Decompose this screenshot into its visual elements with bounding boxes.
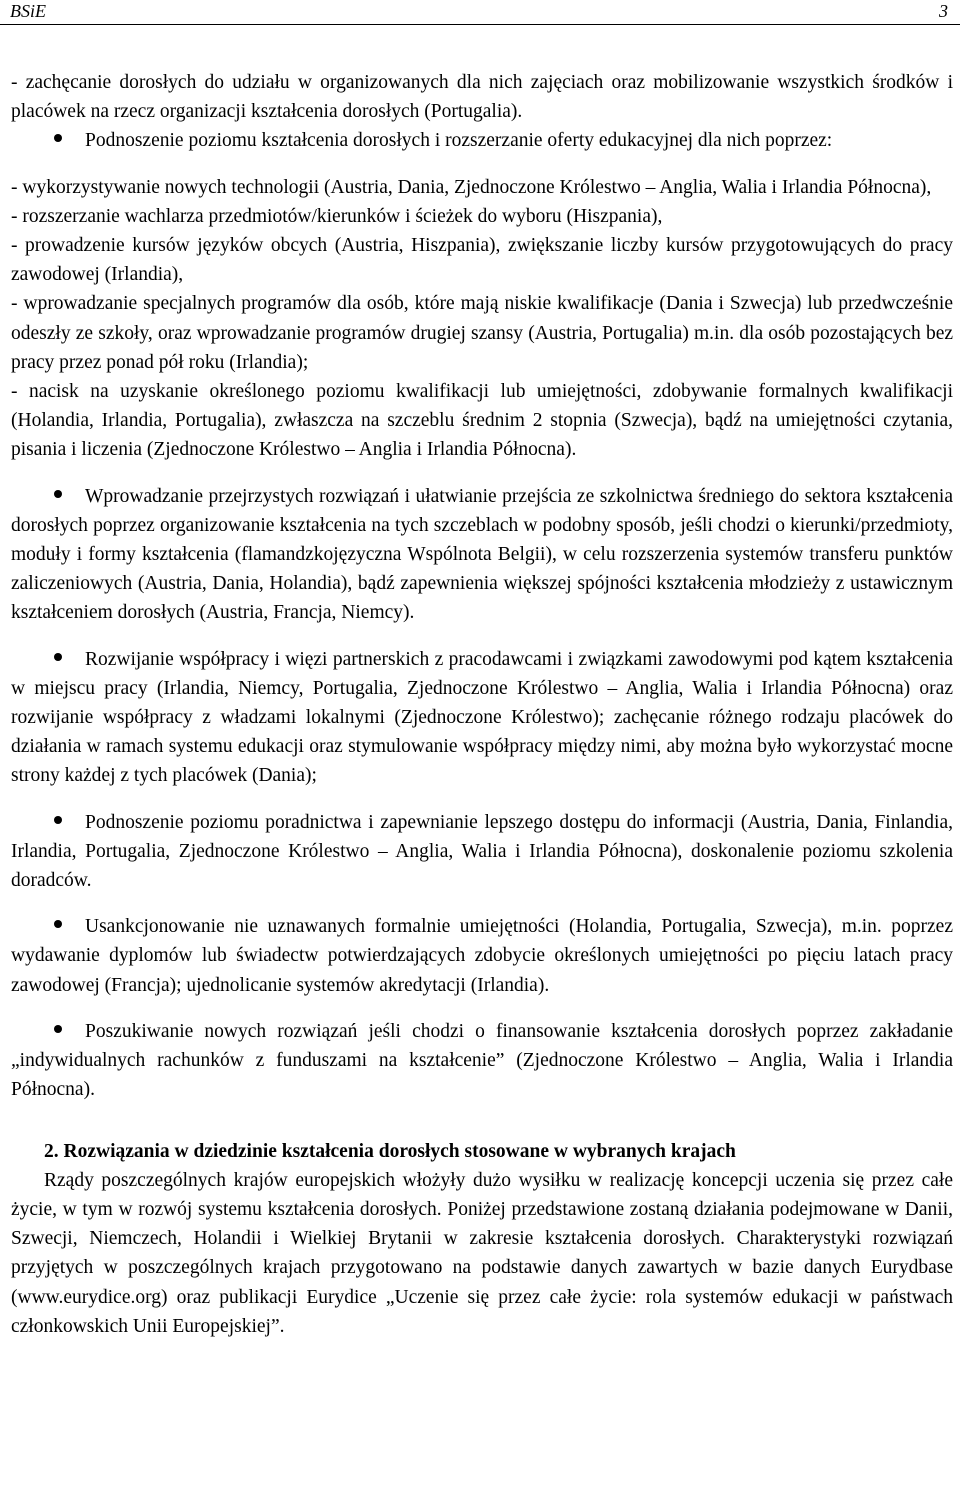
list-item: - zachęcanie dorosłych do udziału w organizowanych dla nich zajęciach oraz mobilizowanie wszystkich środków i placówek na rzecz organizacji kształcenia dorosłych (Portugalia). [11,72,953,123]
section-paragraph: Rządy poszczególnych krajów europejskich włożyły dużo wysiłku w realizację koncepcji uczenia się przez całe życie, w tym w rozwój systemu kształcenia dorosłych. Poniżej przedstawione zostaną działania podejmowane w Danii, Szwecji, Niemczech, Holandii i Wielkiej Brytanii w zakresie kształcenia dorosłych. Charakterystyki rozwiązań przyjętych w poszczególnych krajach przygotowano na podstawie danych zawartych w bazie danych Eurydbase (www.eurydice.org) oraz publikacji Eurydice „Uczenie się przez całe życie: rola systemów edukacji w państwach członkowskich Unii Europejskiej”. [11,1169,953,1337]
bullet-item: Podnoszenie poziomu kształcenia dorosłych i rozszerzanie oferty edukacyjnej dla nich poprzez: [85,130,833,152]
bullet-item: Wprowadzanie przejrzystych rozwiązań i ułatwianie przejścia ze szkolnictwa średniego do sektora kształcenia dorosłych poprzez organizowanie kształcenia na tych szczeblach w podobny sposób, jeśli chodzi o kierunki/przedmioty, moduły i formy kształcenia (flamandzkojęzyczna Wspólnota Belgii), w celu rozszerzenia systemów transferu punktów zaliczeniowych (Austria, Dania, Holandia), bądź zapewnienia większej spójności kształcenia młodzieży z ustawicznym kształceniem dorosłych (Austria, Francja, Niemcy). [11,485,953,624]
bullet-item: Poszukiwanie nowych rozwiązań jeśli chodzi o finansowanie kształcenia dorosłych poprzez zakładanie „indywidualnych rachunków z funduszami na kształcenie” (Zjednoczone Królestwo – Anglia, Walia i Irlandia Północna). [11,1020,953,1101]
list-item: - wykorzystywanie nowych technologii (Austria, Dania, Zjednoczone Królestwo – Anglia, Walia i Irlandia Północna), [11,176,932,198]
header-title: BSiE [10,1,46,21]
section-heading: 2. Rozwiązania w dziedzinie kształcenia dorosłych stosowane w wybranych krajach [44,1140,736,1162]
list-item: - wprowadzanie specjalnych programów dla osób, które mają niskie kwalifikacje (Dania i Szwecja) lub przedwcześnie odeszły ze szkoły, oraz wprowadzanie programów drugiej szansy (Austria, Portugalia) m.in. dla osób pozostających bez pracy przez ponad pół roku (Irlandia); [11,293,953,373]
bullet-item: Usankcjonowanie nie uznawanych formalnie umiejętności (Holandia, Portugalia, Szwecja), m.in. poprzez wydawanie dyplomów lub świadectw potwierdzających zdobycie określonych umiejętności po pięciu latach pracy zawodowej (Francja); ujednolicanie systemów akredytacji (Irlandia). [11,916,953,996]
bullet-item: Rozwijanie współpracy i więzi partnerskich z pracodawcami i związkami zawodowymi pod kątem kształcenia w miejscu pracy (Irlandia, Niemcy, Portugalia, Zjednoczone Królestwo – Anglia, Walia i Irlandia Północna) oraz rozwijanie współpracy z władzami lokalnymi (Zjednoczone Królestwo); zachęcanie różnego rodzaju placówek do działania w ramach systemu edukacji oraz stymulowanie współpracy między nimi, aby można było wykorzystać mocne strony każdej z tych placówek (Dania); [11,648,953,787]
page-header [0,0,960,25]
page-number: 3 [939,1,948,21]
list-item: - nacisk na uzyskanie określonego poziomu kwalifikacji lub umiejętności, zdobywanie formalnych kwalifikacji (Holandia, Irlandia, Portugalia), zwłaszcza na szczeblu średnim 2 stopnia (Szwecja), bądź na umiejętności czytania, pisania i liczenia (Zjednoczone Królestwo – Anglia i Irlandia Północna). [11,381,953,461]
document-body [11,68,953,1341]
list-item: - prowadzenie kursów języków obcych (Austria, Hiszpania), zwiększanie liczby kursów przygotowujących do pracy zawodowej (Irlandia), [11,235,953,286]
bullet-item: Podnoszenie poziomu poradnictwa i zapewnianie lepszego dostępu do informacji (Austria, Dania, Finlandia, Irlandia, Portugalia, Zjednoczone Królestwo – Anglia, Walia i Irlandia Północna), doskonalenie poziomu szkolenia doradców. [11,811,953,892]
list-item: - rozszerzanie wachlarza przedmiotów/kierunków i ścieżek do wyboru (Hiszpania), [11,205,663,227]
